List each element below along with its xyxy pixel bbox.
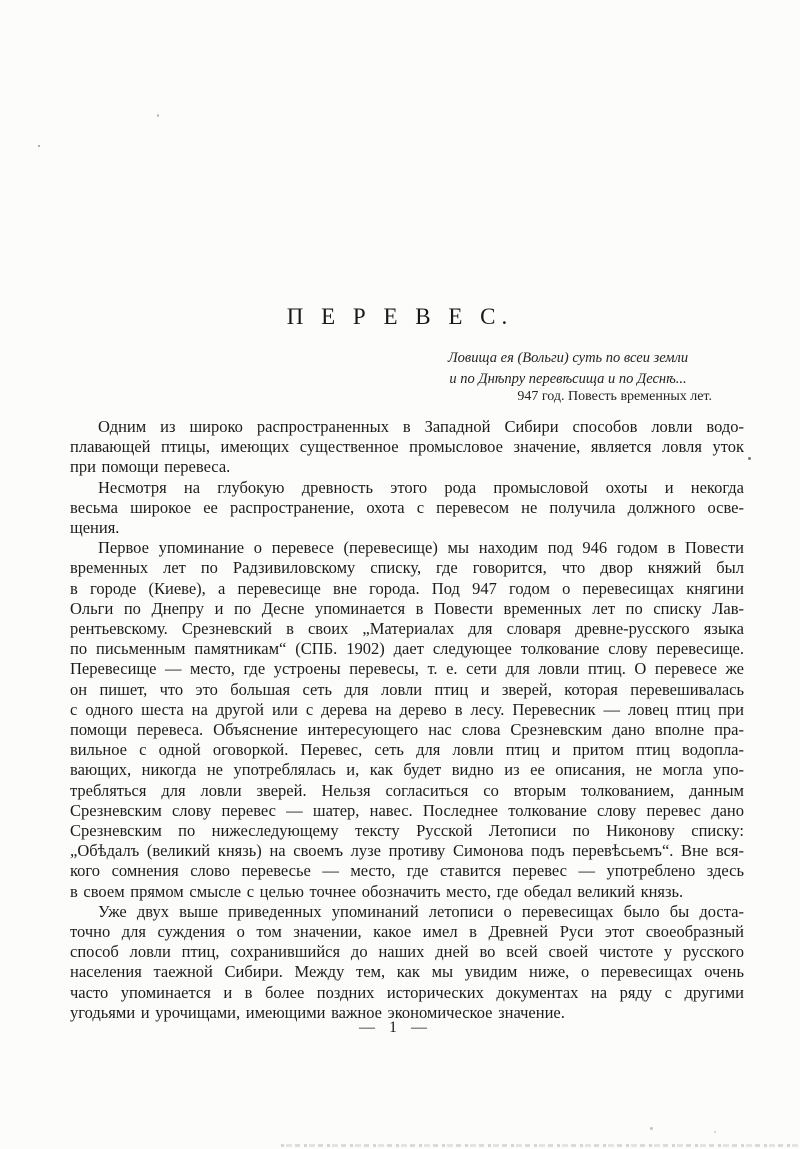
body-line: щения. (70, 518, 120, 538)
body-line: вильное с одной оговоркой. Перевес, сеть для ловли птиц и притом птиц водопла- (70, 740, 744, 760)
body-line: в городе (Киеве), а перевесище вне города. Под 947 годом о перевесищах княгини (70, 578, 744, 598)
body-line: он пишет, что это большая сеть для ловли птиц и зверей, которая перевешивалась (70, 679, 744, 699)
epigraph-attribution: 947 год. Повесть временных лет. (517, 389, 712, 404)
body-line: Перевесище — место, где устроены перевесы, т. е. сети для ловли птиц. О перевесе же (70, 659, 744, 679)
scan-speck (650, 1127, 653, 1130)
page-title: П Е Р Е В Е С. (286, 304, 514, 329)
body-line: требляться для ловли зверей. Нельзя согласиться со вторым толкованием, данным (70, 780, 744, 800)
body-line: в своем прямом смысле с целью точнее обозначить место, где обедал великий князь. (70, 881, 684, 901)
body-line: Одним из широко распространенных в Западной Сибири способов ловли водо- (98, 417, 744, 436)
body-line: с одного шеста на другой или с дерева на дерево в лесу. Перевесник — ловец птиц при (70, 699, 744, 719)
body-line: точно для суждения о том значении, какое имел в Древней Руси этот своеобразный (70, 922, 744, 942)
scan-speck (714, 1131, 716, 1133)
page-number: — 1 — (359, 1019, 427, 1036)
body-line: Ольги по Днепру и по Десне упоминается в Повести временных лет по списку Лав- (70, 598, 744, 618)
body-line: угодьями и урочищами, имеющими важное экономическое значение. (70, 1002, 565, 1022)
body-line: Несмотря на глубокую древность этого рода промысловой охоты и некогда (98, 477, 744, 497)
bleed-through-text-artifact (281, 1144, 798, 1147)
scan-speck (157, 114, 159, 117)
body-line: населения таежной Сибири. Между тем, как мы увидим ниже, о перевесищах очень (70, 962, 744, 982)
body-line: весьма широкое ее распространение, охота с перевесом не получила должного осве- (70, 497, 744, 517)
body-line: Первое упоминание о перевесе (перевесище) мы находим под 946 годом в Повести (98, 538, 744, 558)
epigraph (418, 348, 718, 389)
body-text (70, 417, 744, 1023)
body-line: вающих, никогда не употреблялась и, как будет видно из ее описания, не могла упо- (70, 760, 744, 780)
epigraph-line-1: Ловища ея (Вольги) суть по всеи земли (447, 350, 689, 366)
body-line: помощи перевеса. Объяснение интересующего нас слова Срезневским дано вполне пра- (70, 720, 744, 740)
body-line: часто упоминается и в более поздних исторических документах на ряду с другими (70, 982, 744, 1002)
scan-speck (748, 457, 751, 460)
body-line: Срезневским слову перевес — шатер, навес. Последнее толкование слову перевес дано (70, 800, 744, 820)
body-line: по письменным памятникам“ (СПБ. 1902) дает следующее толкование слову перевесище. (70, 639, 744, 659)
body-line: плавающей птицы, имеющих существенное промысловое значение, является ловля уток (70, 437, 744, 457)
body-line: рентьевскому. Срезневский в своих „Материалах для словаря древне-русского языка (70, 619, 744, 639)
body-line: при помощи перевеса. (70, 457, 231, 477)
epigraph-line-2: и по Днѣпру перевѣсища и по Деснѣ... (449, 370, 687, 387)
body-line: „Обѣдалъ (великий князь) на своемъ лузе противу Симонова подъ перевѣсьемъ“. Вне вся- (70, 841, 744, 861)
body-line: кого сомнения слово перевесье — место, где ставится перевес — употреблено здесь (70, 861, 744, 881)
body-line: Уже двух выше приведенных упоминаний летописи о перевесищах было бы доста- (98, 901, 744, 921)
body-line: Срезневским по нижеследующему тексту Русской Летописи по Никонову списку: (70, 821, 744, 841)
body-line: способ ловли птиц, сохранившийся до наших дней во всей своей чистоте у русского (70, 942, 744, 962)
scan-speck (38, 145, 40, 147)
body-line: временных лет по Радзивиловскому списку, где говорится, что двор княжий был (70, 558, 744, 578)
